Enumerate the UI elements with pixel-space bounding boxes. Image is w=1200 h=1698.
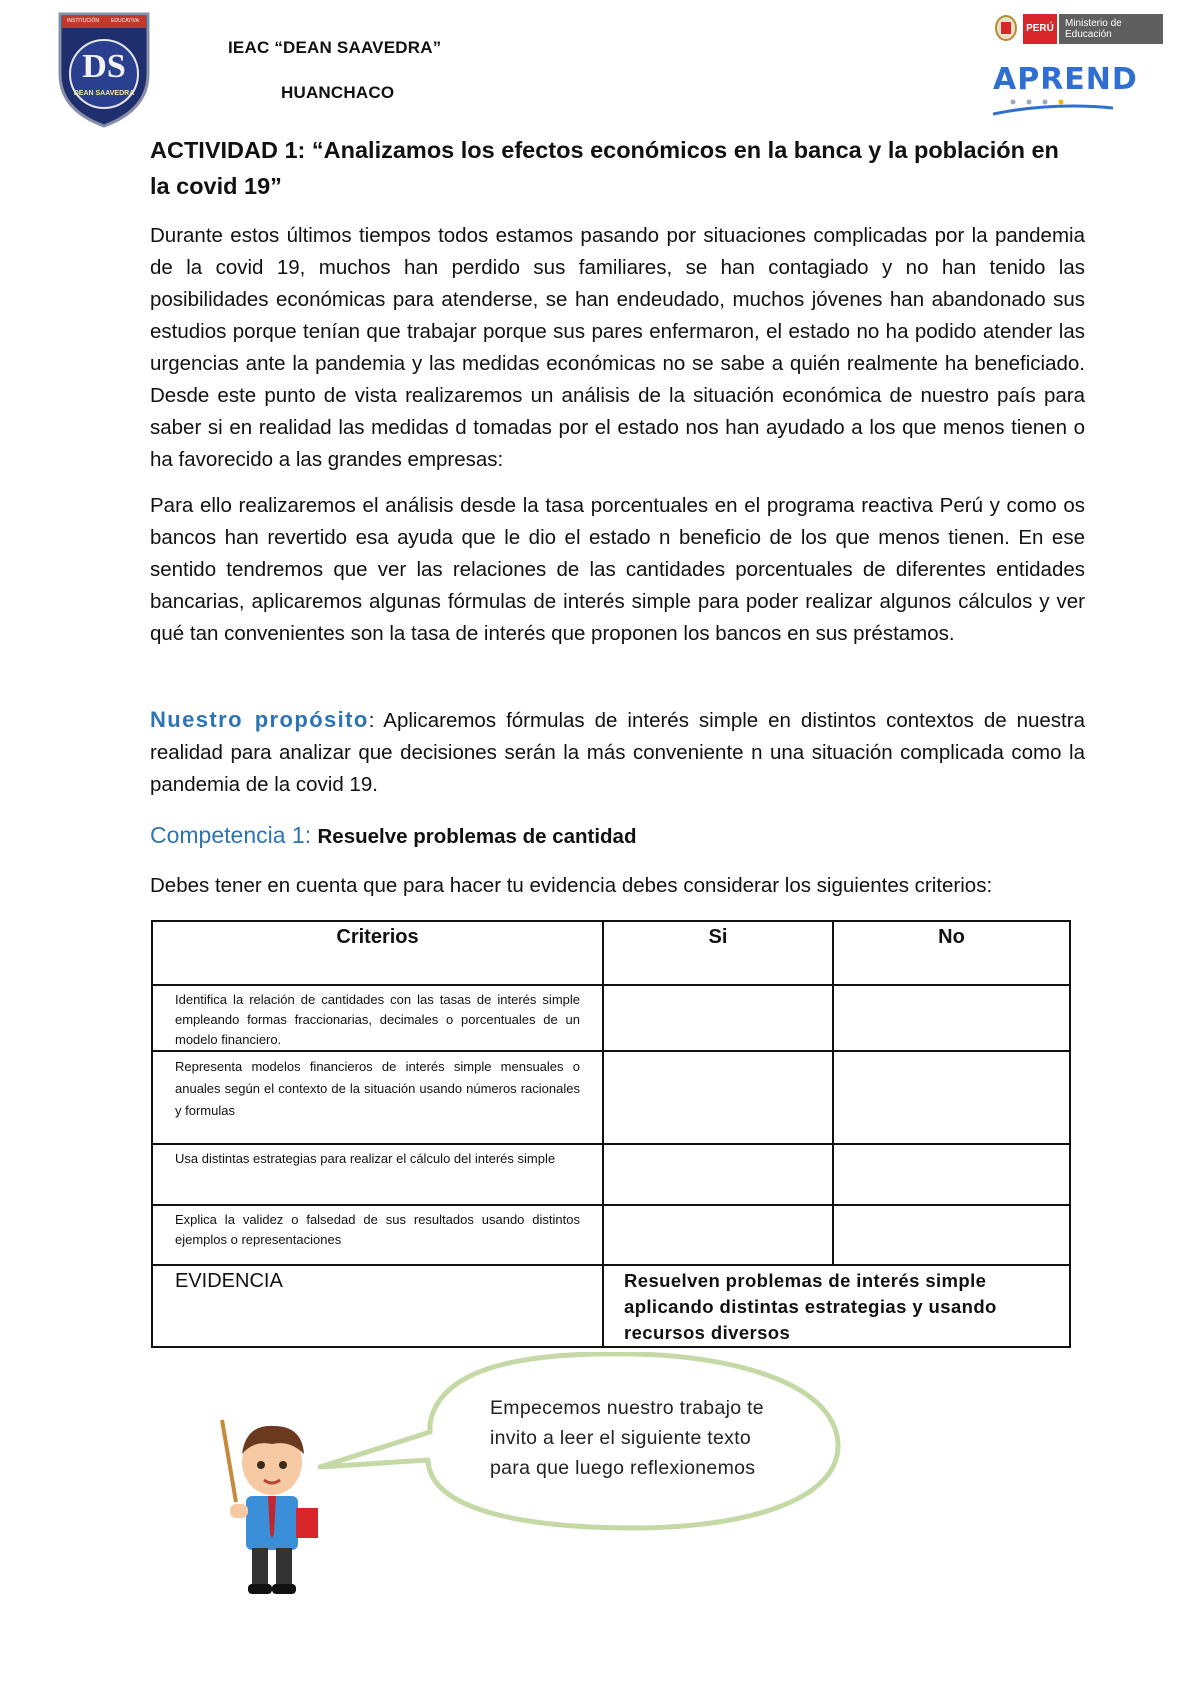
purpose-paragraph [150,704,1085,801]
header-si: Si [603,921,833,985]
peru-seal-icon [993,12,1019,42]
evidence-label-cell [152,1265,603,1347]
logo-banner-left: INSTITUCIÓN [67,18,99,24]
table-row [152,985,1070,1051]
table-row [152,1144,1070,1205]
criterion-text: Explica la validez o falsedad de sus resultados usando distintos ejemplos o representaciones [175,1212,580,1247]
purpose-text: Aplicaremos fórmulas de interés simple en distintos contextos de nuestra realidad para analizar que decisiones serán la más conveniente n una situación complicada como la pandemia de la covid 19. [150,709,1085,796]
si-cell[interactable] [603,1144,833,1205]
criteria-table [151,920,1071,1348]
si-cell[interactable] [603,1205,833,1265]
criteria-intro: Debes tener en cuenta que para hacer tu evidencia debes considerar los siguientes criterios: [150,874,993,897]
logo-monogram: DS [82,48,126,85]
purpose-separator: : [368,709,384,732]
si-cell[interactable] [603,985,833,1051]
ministry-country: PERÚ [1023,14,1057,44]
activity-title: ACTIVIDAD 1: “Analizamos los efectos económicos en la banca y la población en la covid 19” [150,137,1059,199]
header-criterios: Criterios [152,921,603,985]
ministry-logo [993,10,1171,120]
campaign-swoosh-icon [993,96,1171,116]
teacher-illustration [210,1410,335,1598]
criterion-cell [152,1051,603,1144]
evidence-text-cell [603,1265,1070,1347]
no-cell[interactable] [833,1051,1070,1144]
evidence-row [152,1265,1070,1347]
logo-banner-right: EDUCATIVA [111,18,139,24]
no-cell[interactable] [833,1205,1070,1265]
evidence-label: EVIDENCIA [175,1270,283,1292]
table-row [152,1051,1070,1144]
ministry-name: Ministerio de Educación [1059,14,1163,44]
teacher-character-icon [210,1410,335,1598]
si-cell[interactable] [603,1051,833,1144]
analysis-paragraph: Para ello realizaremos el análisis desde la tasa porcentuales en el programa reactiva Perú y como os bancos han revertido esa ayuda que le dio el estado n beneficio de los que menos tienen. En ese sentido tendremos que ver las relaciones de las cantidades porcentuales de diferentes entidades bancarias, aplicaremos algunas fórmulas de interés simple para poder realizar algunos cálculos y ver qué tan convenientes son la tasa de interés que proponen los bancos en sus préstamos. [150,494,1085,645]
evidence-text: Resuelven problemas de interés simple aplicando distintas estrategias y usando recursos diversos [624,1270,997,1343]
campaign-logo-text: APREND [993,62,1138,96]
table-header-row [152,921,1070,985]
school-location: HUANCHACO [281,83,395,102]
competence-separator: : [304,822,318,848]
competence-text: Resuelve problemas de cantidad [317,825,637,848]
criterion-text: Representa modelos financieros de interés simple mensuales o anuales según el contexto de la situación usando números racionales y formulas [175,1059,580,1118]
criterion-cell [152,1205,603,1265]
competence-line [150,822,1085,849]
criterion-text: Usa distintas estrategias para realizar el cálculo del interés simple [175,1151,556,1166]
logo-ring-text: DEAN SAAVEDRA [73,90,135,97]
criterion-text: Identifica la relación de cantidades con las tasas de interés simple empleando formas fraccionarias, decimales o porcentuales de un modelo financiero. [175,992,580,1047]
no-cell[interactable] [833,985,1070,1051]
competence-label: Competencia 1 [150,822,305,848]
header-no: No [833,921,1070,985]
criterion-cell [152,985,603,1051]
criterion-cell [152,1144,603,1205]
table-row [152,1205,1070,1265]
school-name: IEAC “DEAN SAAVEDRA” [228,38,442,57]
speech-bubble-text: Empecemos nuestro trabajo te invito a leer el siguiente texto para que luego reflexionemos [490,1397,764,1479]
intro-paragraph: Durante estos últimos tiempos todos estamos pasando por situaciones complicadas por la pandemia de la covid 19, muchos han perdido sus familiares, se han contagiado y no han tenido las posibilidades económicas para atenderse, se han endeudado, muchos jóvenes han abandonado sus estudios porque tenían que trabajar porque sus pares enfermaron, el estado no ha podido atender las urgencias ante la pandemia y las medidas económicas no se sabe a quién realmente ha beneficiado. Desde este punto de vista realizaremos un análisis de la situación económica de nuestro país para saber si en realidad las medidas d tomadas por el estado nos han ayudado a los que menos tienen o ha favorecido a las grandes empresas: [150,224,1085,471]
school-logo [56,10,152,128]
no-cell[interactable] [833,1144,1070,1205]
purpose-label: Nuestro propósito [150,707,369,732]
